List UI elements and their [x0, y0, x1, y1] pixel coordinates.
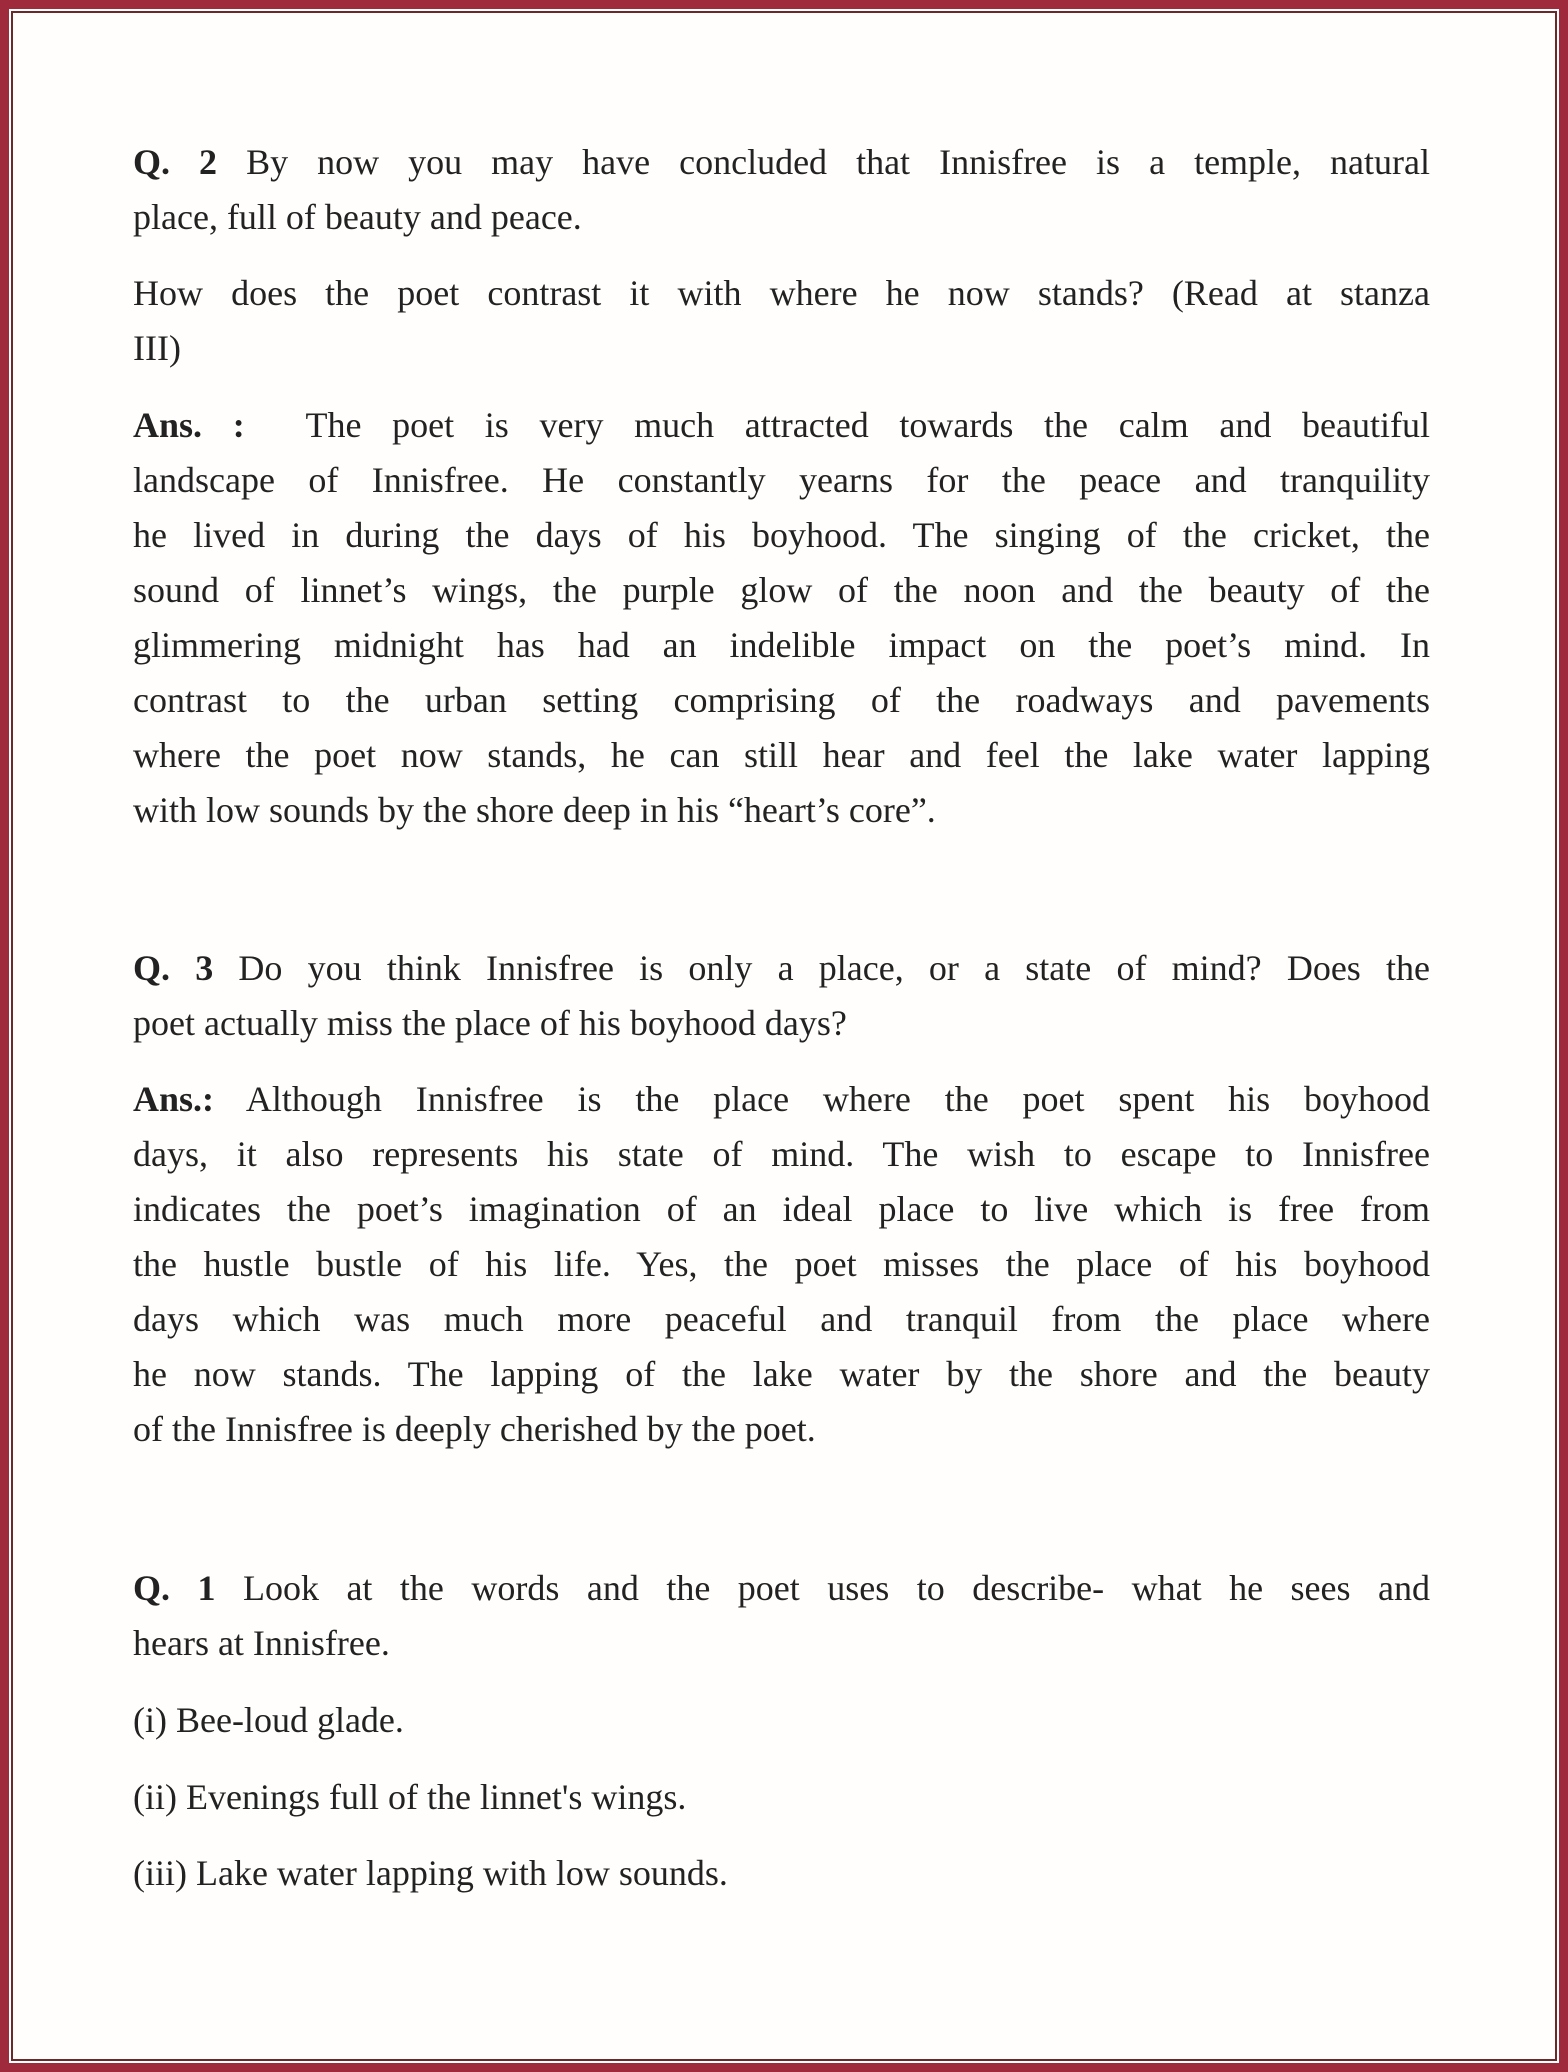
text-line: the hustle bustle of his life. Yes, the poet misses the place of his boyhood — [133, 1244, 1430, 1284]
q3-question — [133, 941, 1430, 1051]
text-line: The poet is very much attracted towards the calm and beautiful — [305, 405, 1430, 445]
text-line: Do you think Innisfree is only a place, or a state of mind? Does the — [238, 948, 1430, 988]
text-line: glimmering midnight has had an indelible impact on the poet’s mind. In — [133, 625, 1430, 665]
text-line: By now you may have concluded that Innisfree is a temple, natural — [246, 142, 1431, 182]
text-line: he lived in during the days of his boyhood. The singing of the cricket, the — [133, 515, 1430, 555]
list-item: (iii) Lake water lapping with low sounds. — [133, 1853, 728, 1893]
text-line: with low sounds by the shore deep in his “heart’s core”. — [133, 790, 936, 830]
answer-label: Ans. : — [133, 405, 245, 445]
question-label: Q. 3 — [133, 948, 214, 988]
text-line: indicates the poet’s imagination of an ideal place to live which is free from — [133, 1189, 1430, 1229]
text-line: III) — [133, 328, 181, 368]
text-line: where the poet now stands, he can still hear and feel the lake water lapping — [133, 735, 1430, 775]
q1-question — [133, 1561, 1430, 1671]
text-line: landscape of Innisfree. He constantly yearns for the peace and tranquility — [133, 460, 1430, 500]
text-line: Although Innisfree is the place where the poet spent his boyhood — [245, 1079, 1431, 1119]
text-line: place, full of beauty and peace. — [133, 197, 582, 237]
q1-item — [133, 1693, 1430, 1748]
question-label: Q. 2 — [133, 142, 218, 182]
text-line: days, it also represents his state of mind. The wish to escape to Innisfree — [133, 1134, 1430, 1174]
q2-question — [133, 135, 1430, 245]
text-line: poet actually miss the place of his boyhood days? — [133, 1003, 847, 1043]
text-line: contrast to the urban setting comprising of the roadways and pavements — [133, 680, 1430, 720]
text-line: sound of linnet’s wings, the purple glow of the noon and the beauty of the — [133, 570, 1430, 610]
text-line: he now stands. The lapping of the lake water by the shore and the beauty — [133, 1354, 1430, 1394]
q2-subquestion — [133, 266, 1430, 376]
q1-item — [133, 1770, 1430, 1825]
text-line: Look at the words and the poet uses to describe- what he sees and — [242, 1568, 1430, 1608]
answer-label: Ans.: — [133, 1079, 215, 1119]
text-line: hears at Innisfree. — [133, 1623, 390, 1663]
q3-answer — [133, 1072, 1430, 1457]
list-item: (ii) Evenings full of the linnet's wings. — [133, 1777, 687, 1817]
text-line: days which was much more peaceful and tranquil from the place where — [133, 1299, 1430, 1339]
q1-item — [133, 1846, 1430, 1901]
text-line: of the Innisfree is deeply cherished by the poet. — [133, 1409, 816, 1449]
q2-answer — [133, 398, 1430, 838]
list-item: (i) Bee-loud glade. — [133, 1700, 404, 1740]
question-label: Q. 1 — [133, 1568, 216, 1608]
text-line: How does the poet contrast it with where he now stands? (Read at stanza — [133, 273, 1430, 313]
